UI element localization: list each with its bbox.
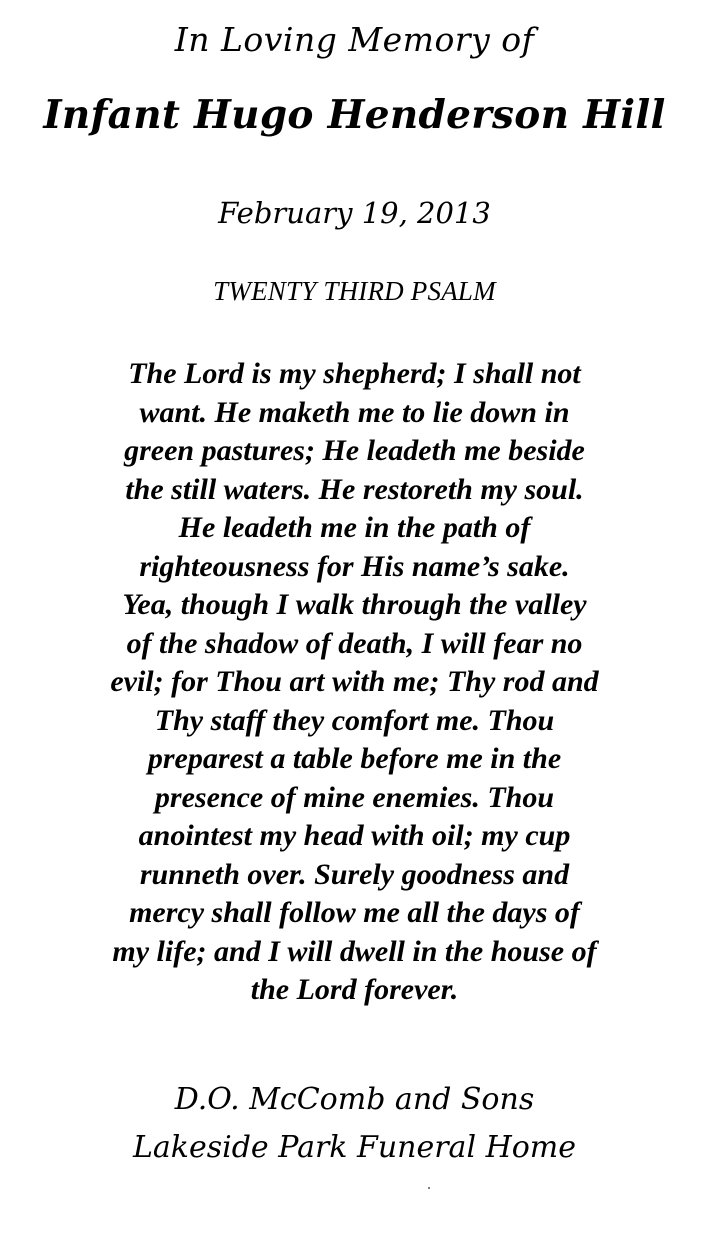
psalm-line: the still waters. He restoreth my soul. [125,472,584,506]
psalm-line: preparest a table before me in the [147,742,562,775]
psalm-line: righteousness for His name’s sake. [139,549,570,583]
psalm-line: runneth over. Surely goodness and [139,857,570,891]
psalm-line: want. He maketh me to lie down in [139,395,570,429]
funeral-home-name: D.O. McComb and Sons [174,1082,535,1117]
funeral-home-location: Lakeside Park Funeral Home [133,1130,576,1165]
psalm-text [0,355,709,1010]
psalm-line: anointest my head with oil; my cup [138,819,571,852]
psalm-line: of the shadow of death, I will fear no [126,626,583,660]
psalm-line: my life; and I will dwell in the house of [112,934,597,968]
psalm-line: Yea, though I walk through the valley [122,588,587,621]
psalm-line: the Lord forever. [250,973,459,1006]
psalm-title: TWENTY THIRD PSALM [213,276,496,306]
psalm-line: Thy staff they comfort me. Thou [154,703,555,737]
deceased-name: Infant Hugo Henderson Hill [43,92,666,138]
psalm-line: mercy shall follow me all the days of [129,896,580,929]
memorial-heading: In Loving Memory of [174,20,535,59]
psalm-line: green pastures; He leadeth me beside [124,434,585,467]
memorial-date: February 19, 2013 [218,196,491,230]
psalm-line: evil; for Thou art with me; Thy rod and [110,665,599,698]
scan-speck [428,1187,430,1189]
psalm-line: The Lord is my shepherd; I shall not [128,357,581,390]
psalm-line: He leadeth me in the path of [178,511,531,544]
psalm-line: presence of mine enemies. Thou [154,780,555,814]
